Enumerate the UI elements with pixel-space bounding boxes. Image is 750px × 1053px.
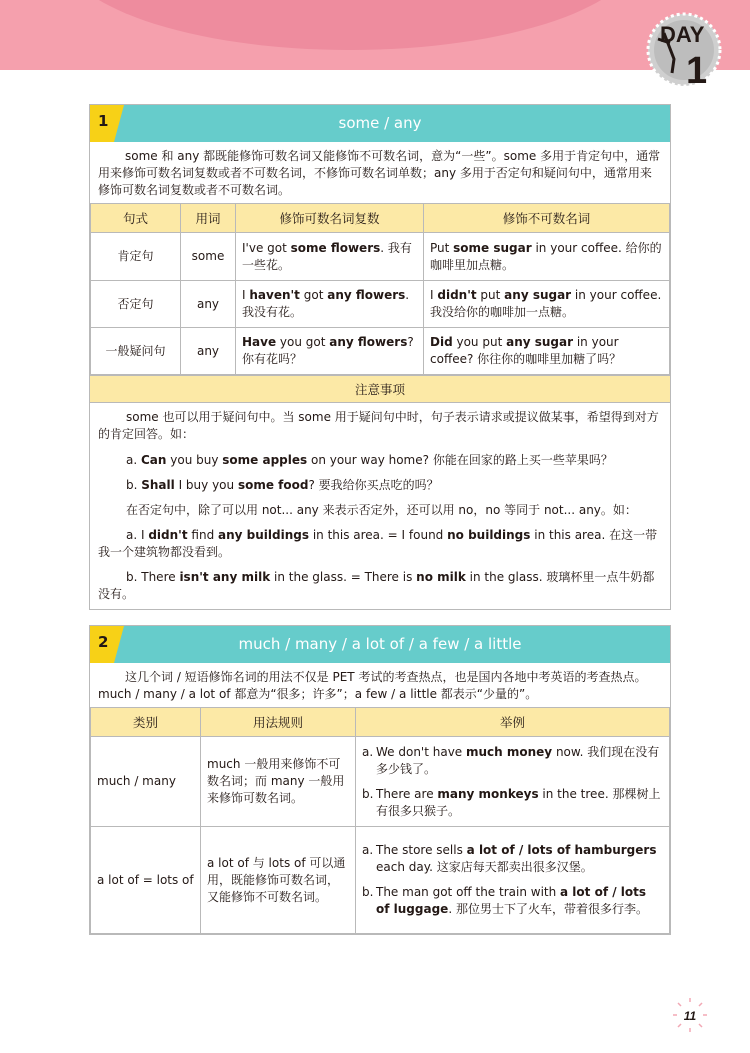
day-number: 1 [686, 50, 708, 87]
notes-body [90, 403, 670, 609]
section-some-any [89, 104, 671, 610]
note-example: b. Shall I buy you some food? 要我给你买点吃的吗？ [126, 478, 439, 492]
countable-example-cell: I've got some flowers. 我有一些花。 [236, 233, 424, 281]
table-header: 类别 [91, 708, 201, 737]
uncountable-example-cell: I didn't put any sugar in your coffee. 我没给你的咖啡加一点糖。 [424, 281, 670, 328]
table-header: 用法规则 [201, 708, 356, 737]
word-cell: any [181, 328, 236, 375]
examples-cell [356, 827, 670, 934]
table-header: 句式 [91, 204, 181, 233]
example-item: a. We don't have much money now. 我们现在没有多少钱了。 [362, 744, 660, 776]
some-any-table [90, 203, 670, 375]
much-many-table [90, 707, 670, 934]
category-cell: much / many [91, 737, 201, 827]
note-example: a. I didn't find any buildings in this area. = I found no buildings in this area. 在这一带我一个建筑物都没看到。 [98, 528, 658, 559]
notes-heading: 注意事项 [90, 375, 670, 403]
countable-example-cell: Have you got any flowers? 你有花吗？ [236, 328, 424, 375]
sentence-type-cell: 否定句 [91, 281, 181, 328]
day-badge [636, 7, 726, 87]
table-header: 修饰可数名词复数 [236, 204, 424, 233]
table-row [91, 233, 670, 281]
note-paragraph: some 也可以用于疑问句中。当 some 用于疑问句中时，句子表示请求或提议做某事，希望得到对方的肯定回答。如： [98, 410, 659, 441]
page-number: 11 [683, 1009, 697, 1023]
table-header: 举例 [356, 708, 670, 737]
section-1-header [90, 105, 670, 142]
table-row [91, 328, 670, 375]
rule-cell: much 一般用来修饰不可数名词；而 many 一般用来修饰可数名词。 [201, 737, 356, 827]
section-2-number: 2 [98, 633, 109, 651]
note-paragraph: 在否定句中，除了可以用 not... any 来表示否定外，还可以用 no，no 等同于 not... any。如： [126, 503, 637, 517]
table-row [91, 827, 670, 934]
sentence-type-cell: 肯定句 [91, 233, 181, 281]
word-cell: some [181, 233, 236, 281]
example-item: b. There are many monkeys in the tree. 那棵树上有很多只猴子。 [362, 786, 661, 818]
category-cell: a lot of = lots of [91, 827, 201, 934]
section-1-title: some / any [338, 114, 422, 132]
uncountable-example-cell: Put some sugar in your coffee. 给你的咖啡里加点糖。 [424, 233, 670, 281]
example-item: b. The man got off the train with a lot of / lots of luggage. 那位男士下了火车，带着很多行李。 [362, 885, 648, 916]
section-much-many [89, 625, 671, 935]
note-example: a. Can you buy some apples on your way home? 你能在回家的路上买一些苹果吗？ [126, 453, 613, 467]
note-example: b. There isn't any milk in the glass. = There is no milk in the glass. 玻璃杯里一点牛奶都没有。 [98, 570, 655, 601]
word-cell: any [181, 281, 236, 328]
section-1-intro: some 和 any 都既能修饰可数名词又能修饰不可数名词，意为“一些”。some 多用于肯定句中，通常用来修饰可数名词复数或者不可数名词，不修饰可数名词单数；any 多用于否定句和疑问句中，通常用来修饰可数名词复数或者不可数名词。 [98, 149, 661, 197]
day-label: DAY [660, 22, 705, 47]
section-2-title: much / many / a lot of / a few / a little [238, 635, 522, 653]
table-header: 用词 [181, 204, 236, 233]
examples-cell [356, 737, 670, 827]
table-row [91, 737, 670, 827]
section-2-header [90, 626, 670, 663]
page-number-badge [670, 997, 710, 1033]
countable-example-cell: I haven't got any flowers. 我没有花。 [236, 281, 424, 328]
example-item: a. The store sells a lot of / lots of hamburgers each day. 这家店每天都卖出很多汉堡。 [362, 843, 657, 874]
section-number-tab [90, 626, 124, 663]
section-1-number: 1 [98, 112, 109, 130]
table-row [91, 281, 670, 328]
section-number-tab [90, 105, 124, 142]
table-header: 修饰不可数名词 [424, 204, 670, 233]
sentence-type-cell: 一般疑问句 [91, 328, 181, 375]
uncountable-example-cell: Did you put any sugar in your coffee? 你往你的咖啡里加糖了吗？ [424, 328, 670, 375]
rule-cell: a lot of 与 lots of 可以通用，既能修饰可数名词，又能修饰不可数名词。 [201, 827, 356, 934]
section-2-intro: 这几个词 / 短语修饰名词的用法不仅是 PET 考试的考查热点，也是国内各地中考英语的考查热点。much / many / a lot of 都意为“很多；许多”；a few / a little 都表示“少量的”。 [98, 670, 647, 701]
